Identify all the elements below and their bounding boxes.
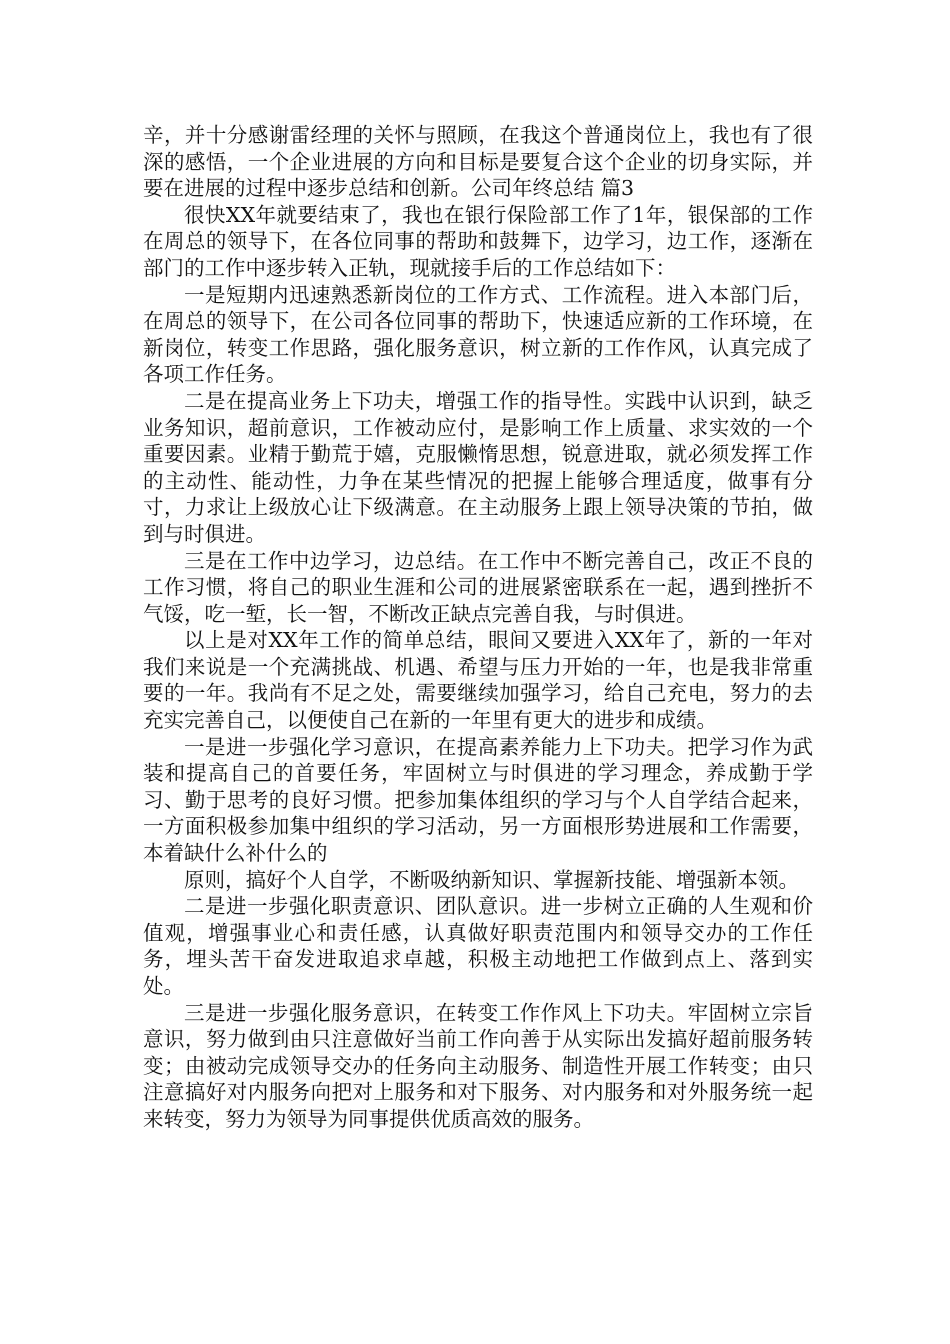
paragraph-plan-3: 三是进一步强化服务意识，在转变工作作风上下功夫。牢固树立宗旨意识，努力做到由只注意做好当前工作向善于从实际出发搞好超前服务转变；由被动完成领导交办的任务向主动服务、制造性开展工作转变；由只注意搞好对内服务向把对上服务和对下服务、对内服务和对外服务统一起来转变，努力为领导为同事提供优质高效的服务。 [143,1000,813,1131]
paragraph-plan-1-continued: 原则，搞好个人自学，不断吸纳新知识、掌握新技能、增强新本领。 [184,867,799,892]
paragraph-continuation: 辛，并十分感谢雷经理的关怀与照顾，在我这个普通岗位上，我也有了很深的感悟，一个企业进展的方向和目标是要复合这个企业的切身实际，并要在进展的过程中逐步总结和创新。公司年终总结 篇3 [143,123,813,201]
paragraph-point-1: 一是短期内迅速熟悉新岗位的工作方式、工作流程。进入本部门后，在周总的领导下，在公司各位同事的帮助下，快速适应新的工作环境，在新岗位，转变工作思路，强化服务意识，树立新的工作作风，认真完成了各项工作任务。 [143,282,813,387]
paragraph-plan-1: 一是进一步强化学习意识，在提高素养能力上下功夫。把学习作为武装和提高自己的首要任务，牢固树立与时俱进的学习理念，养成勤于学习、勤于思考的良好习惯。把参加集体组织的学习与个人自学结合起来，一方面积极参加集中组织的学习活动，另一方面根形势进展和工作需要，本着缺什么补什么的 [143,734,813,866]
paragraph-point-3: 三是在工作中边学习，边总结。在工作中不断完善自己，改正不良的工作习惯，将自己的职业生涯和公司的进展紧密联系在一起，遇到挫折不气馁，吃一堑，长一智，不断改正缺点完善自我，与时俱进。 [143,548,813,626]
paragraph-intro: 很快XX年就要结束了，我也在银行保险部工作了1年，银保部的工作在周总的领导下，在各位同事的帮助和鼓舞下，边学习，边工作，逐渐在部门的工作中逐步转入正轨，现就接手后的工作总结如下： [143,202,813,280]
paragraph-summary: 以上是对XX年工作的简单总结，眼间又要进入XX年了，新的一年对我们来说是一个充满挑战、机遇、希望与压力开始的一年，也是我非常重要的一年。我尚有不足之处，需要继续加强学习，给自己充电，努力的去充实完善自己，以便使自己在新的一年里有更大的进步和成绩。 [143,628,813,733]
document-page [143,122,813,1133]
paragraph-point-2: 二是在提高业务上下功夫，增强工作的指导性。实践中认识到，缺乏业务知识，超前意识，工作被动应付，是影响工作上质量、求实效的一个重要因素。业精于勤荒于嬉，克服懒惰思想，锐意进取，就必须发挥工作的主动性、能动性，力争在某些情况的把握上能够合理适度，做事有分寸，力求让上级放心让下级满意。在主动服务上跟上领导决策的节拍，做到与时俱进。 [143,388,813,546]
paragraph-plan-2: 二是进一步强化职责意识、团队意识。进一步树立正确的人生观和价值观，增强事业心和责任感，认真做好职责范围内和领导交办的工作任务，埋头苦干奋发进取追求卓越，积极主动地把工作做到点上、落到实处。 [143,894,813,998]
